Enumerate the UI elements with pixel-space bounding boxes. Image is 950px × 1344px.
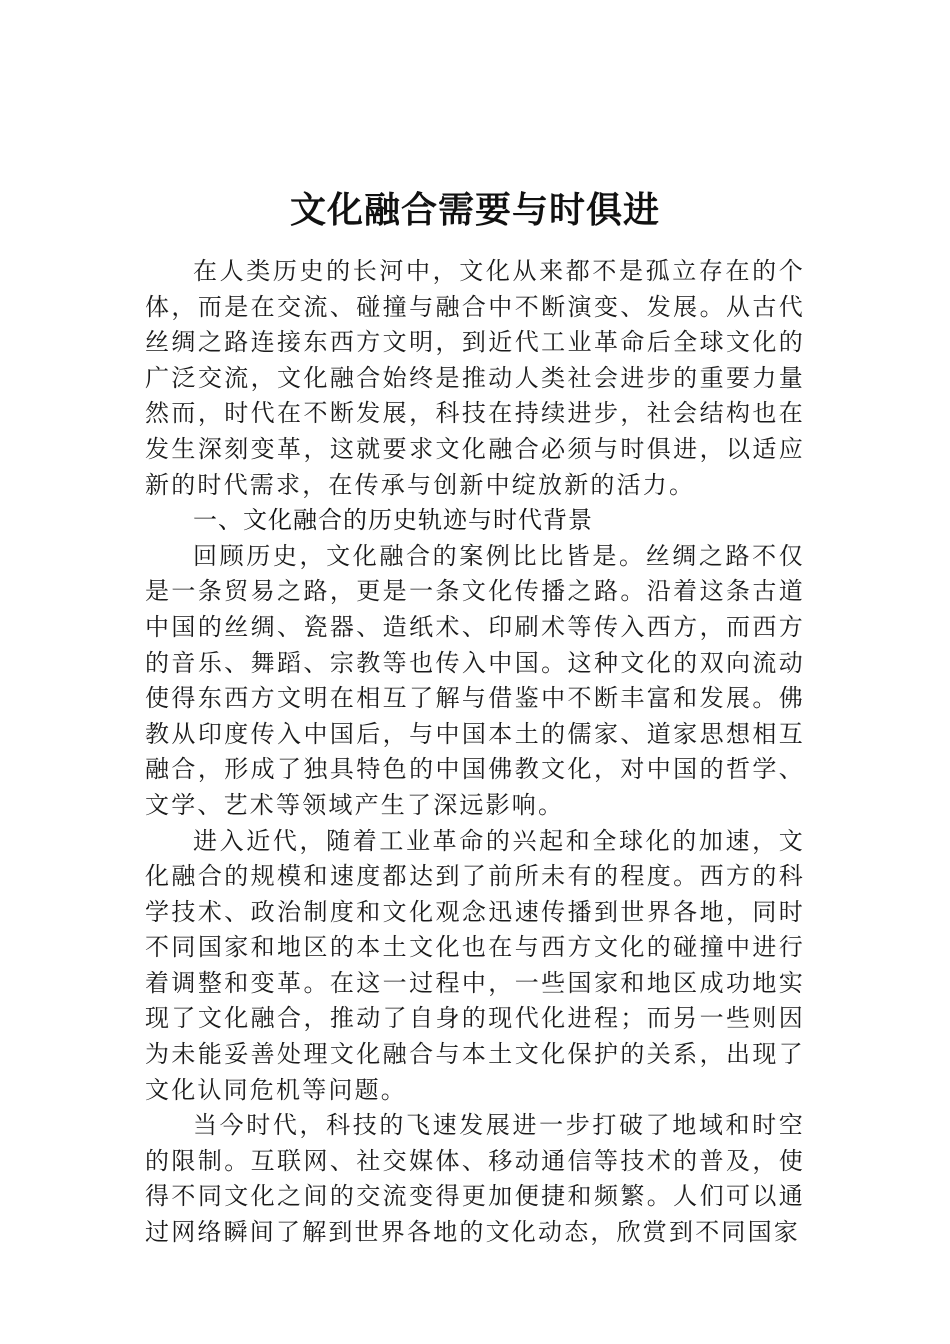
document-title: 文化融合需要与时俱进 xyxy=(289,189,660,232)
body-paragraph: 进入近代，随着工业革命的兴起和全球化的加速，文化融合的规模和速度都达到了前所未有的程度。西方的科学技术、政治制度和文化观念迅速传播到世界各地，同时不同国家和地区的本土文化也在与西方文化的碰撞中进行着调整和变革。在这一过程中，一些国家和地区成功地实现了文化融合，推动了自身的现代化进程；而另一些则因为未能妥善处理文化融合与本土文化保护的关系，出现了文化认同危机等问题。 xyxy=(145,826,805,1104)
intro-paragraph: 在人类历史的长河中，文化从来都不是孤立存在的个体，而是在交流、碰撞与融合中不断演变、发展。从古代丝绸之路连接东西方文明，到近代工业革命后全球文化的广泛交流，文化融合始终是推动人类社会进步的重要力量然而，时代在不断发展，科技在持续进步，社会结构也在发生深刻变革，这就要求文化融合必须与时俱进，以适应新的时代需求，在传承与创新中绽放新的活力。 xyxy=(145,257,805,499)
body-paragraph: 回顾历史，文化融合的案例比比皆是。丝绸之路不仅是一条贸易之路，更是一条文化传播之路。沿着这条古道中国的丝绸、瓷器、造纸术、印刷术等传入西方，而西方的音乐、舞蹈、宗教等也传入中国。这种文化的双向流动使得东西方文明在相互了解与借鉴中不断丰富和发展。佛教从印度传入中国后，与中国本土的儒家、道家思想相互融合，形成了独具特色的中国佛教文化，对中国的哲学、文学、艺术等领域产生了深远影响。 xyxy=(145,541,805,819)
section-heading: 一、文化融合的历史轨迹与时代背景 xyxy=(193,506,593,535)
document-body xyxy=(145,254,805,1251)
body-paragraph: 当今时代，科技的飞速发展进一步打破了地域和时空的限制。互联网、社交媒体、移动通信等技术的普及，使得不同文化之间的交流变得更加便捷和频繁。人们可以通过网络瞬间了解到世界各地的文化动态，欣赏到不同国家 xyxy=(145,1111,805,1247)
